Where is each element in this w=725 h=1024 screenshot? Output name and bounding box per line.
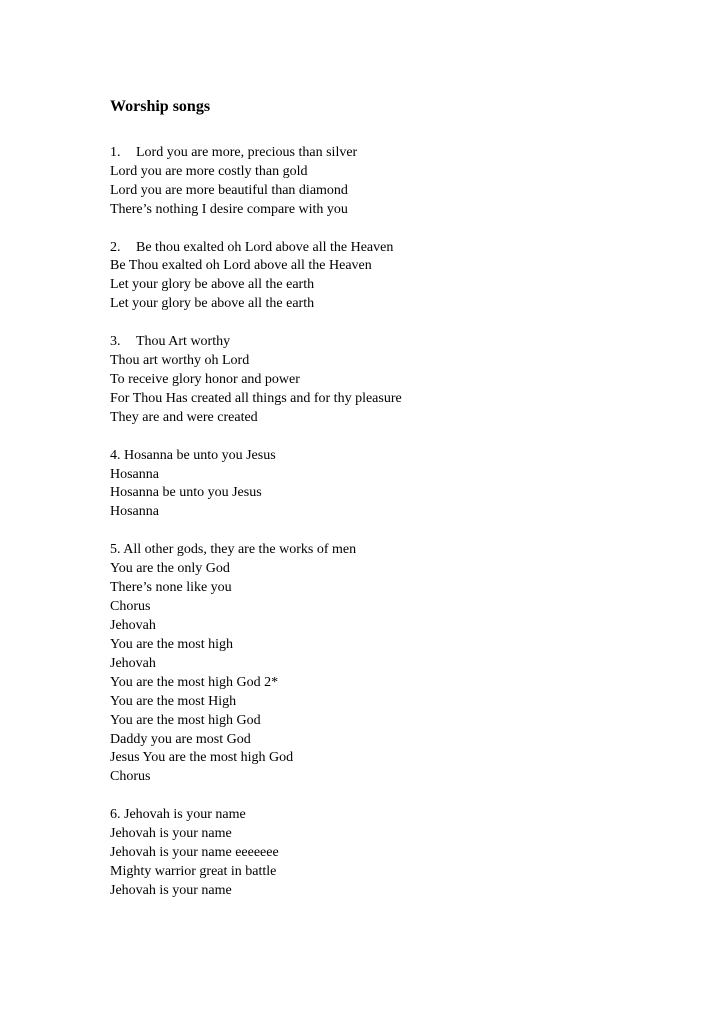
song-line: Hosanna be unto you Jesus — [110, 485, 262, 501]
song-number: 1. — [110, 145, 121, 160]
song-number: 2. — [110, 239, 121, 255]
song-line: Jehovah is your name — [110, 826, 232, 842]
song-line: Be Thou exalted oh Lord above all the Heaven — [110, 258, 372, 274]
song-line: Jehovah is your name — [110, 882, 232, 898]
song-line: Mighty warrior great in battle — [110, 863, 277, 879]
song-first-line-text: Thou Art worthy — [136, 334, 231, 350]
song-line: Jehovah — [110, 655, 156, 671]
song-first-line — [110, 333, 670, 352]
song-line: Let your glory be above all the earth — [110, 277, 315, 293]
songs-list — [110, 144, 670, 920]
song-5 — [110, 541, 670, 787]
song-6 — [110, 806, 670, 901]
song-line: They are and were created — [110, 409, 258, 425]
song-line: To receive glory honor and power — [110, 371, 300, 387]
song-first-line-text: All other gods, they are the works of men — [123, 542, 357, 558]
song-number: 5. — [110, 542, 121, 558]
song-first-line — [110, 447, 670, 466]
song-first-line — [110, 239, 670, 258]
song-number: 4. — [110, 447, 121, 463]
song-line: Lord you are more beautiful than diamond — [110, 182, 348, 198]
song-line: Jehovah — [110, 617, 156, 633]
song-line: You are the only God — [110, 561, 230, 577]
song-line: There’s none like you — [110, 580, 232, 595]
document-title: Worship songs — [110, 98, 211, 115]
song-line: You are the most high God 2* — [110, 674, 279, 690]
song-line: Lord you are more costly than gold — [110, 163, 308, 179]
song-first-line-text: Hosanna be unto you Jesus — [124, 447, 276, 463]
song-line: You are the most High — [110, 693, 237, 709]
song-1 — [110, 144, 670, 220]
song-line: Let your glory be above all the earth — [110, 296, 315, 312]
song-line: Hosanna — [110, 504, 159, 520]
song-first-line — [110, 144, 670, 163]
song-line: Chorus — [110, 769, 151, 785]
song-3 — [110, 333, 670, 428]
song-line: Jehovah is your name eeeeeee — [110, 844, 279, 860]
song-first-line-text: Jehovah is your name — [124, 807, 246, 823]
song-line: Thou art worthy oh Lord — [110, 353, 250, 369]
song-first-line — [110, 806, 670, 825]
song-number: 6. — [110, 807, 121, 823]
song-line: Chorus — [110, 598, 151, 614]
song-line: There’s nothing I desire compare with you — [110, 201, 348, 217]
song-line: Hosanna — [110, 466, 159, 482]
song-line: Daddy you are most God — [110, 731, 251, 747]
song-first-line — [110, 541, 670, 560]
song-first-line-text: Lord you are more, precious than silver — [136, 145, 358, 160]
song-line: You are the most high — [110, 636, 234, 652]
song-4 — [110, 447, 670, 523]
song-line: You are the most high God — [110, 712, 261, 728]
song-first-line-text: Be thou exalted oh Lord above all the Heaven — [136, 239, 394, 255]
song-number: 3. — [110, 334, 121, 350]
song-line: Jesus You are the most high God — [110, 750, 294, 766]
song-line: For Thou Has created all things and for thy pleasure — [110, 390, 402, 406]
song-2 — [110, 239, 670, 315]
